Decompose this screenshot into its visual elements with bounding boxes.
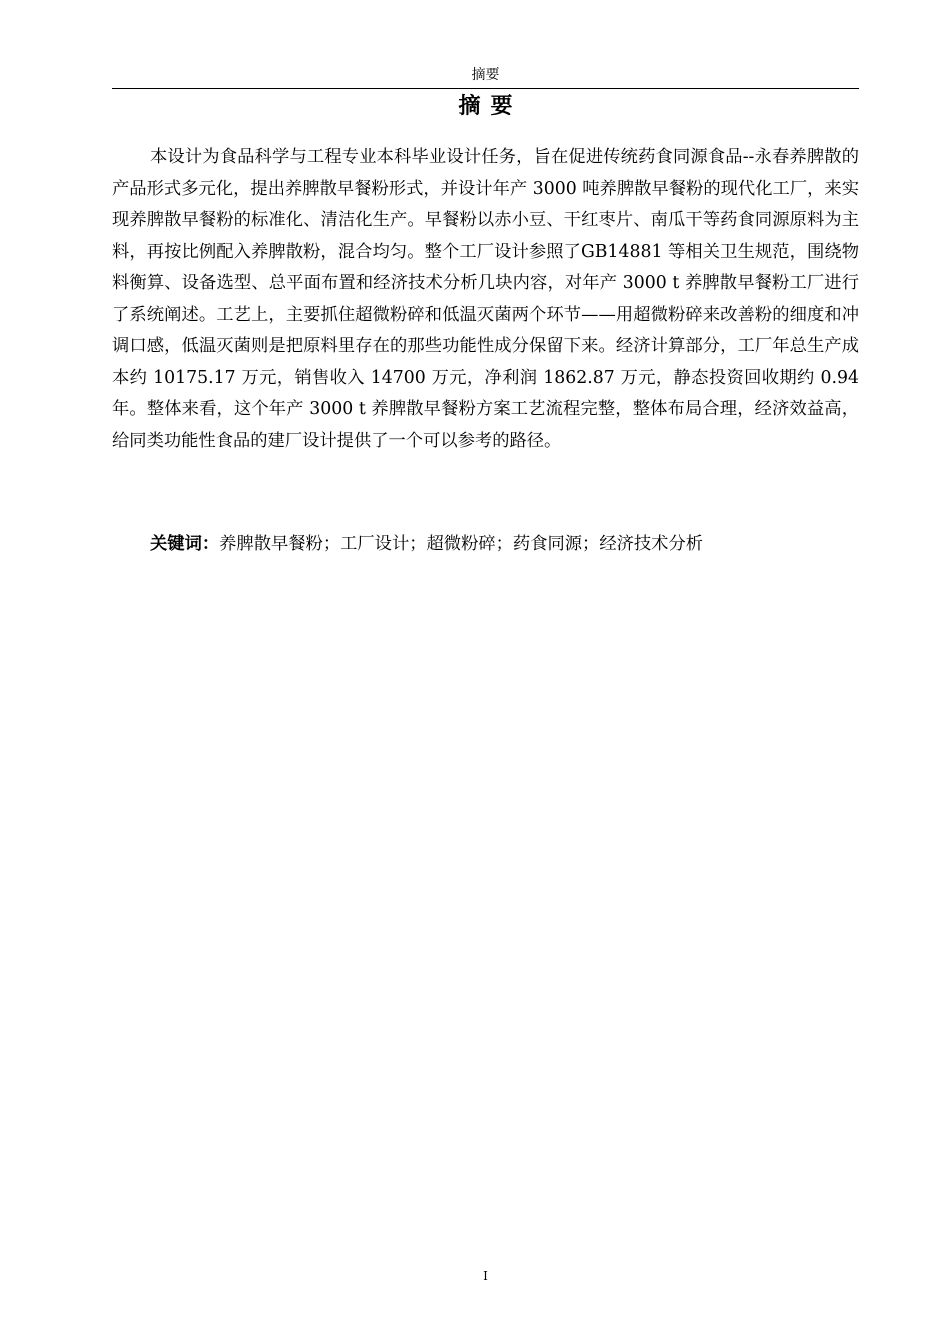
- page-title: 摘要: [458, 94, 523, 119]
- header-divider: [112, 88, 859, 89]
- running-header: 摘要: [471, 67, 500, 83]
- keywords-line: [150, 530, 859, 558]
- abstract-paragraph: 本设计为食品科学与工程专业本科毕业设计任务，旨在促进传统药食同源食品--永春养脾散的产品形式多元化，提出养脾散早餐粉形式，并设计年产 3000 吨养脾散早餐粉的现代化工厂，来实现养脾散早餐粉的标准化、清洁化生产。早餐粉以赤小豆、干红枣片、南瓜干等药食同源原料为主料，再按比例配入养脾散粉，混合均匀。整个工厂设计参照了GB14881 等相关卫生规范，围绕物料衡算、设备选型、总平面布置和经济技术分析几块内容，对年产 3000 t 养脾散早餐粉工厂进行了系统阐述。工艺上，主要抓住超微粉碎和低温灭菌两个环节——用超微粉碎来改善粉的细度和冲调口感，低温灭菌则是把原料里存在的那些功能性成分保留下来。经济计算部分，工厂年总生产成本约 10175.17 万元，销售收入 14700 万元，净利润 1862.87 万元，静态投资回收期约 0.94 年。整体来看，这个年产 3000 t 养脾散早餐粉方案工艺流程完整，整体布局合理，经济效益高，给同类功能性食品的建厂设计提供了一个可以参考的路径。: [112, 147, 859, 451]
- keywords-text: 养脾散早餐粉；工厂设计；超微粉碎；药食同源；经济技术分析: [219, 534, 704, 554]
- keywords-label: 关键词：: [150, 534, 220, 554]
- page-number: I: [483, 1269, 488, 1283]
